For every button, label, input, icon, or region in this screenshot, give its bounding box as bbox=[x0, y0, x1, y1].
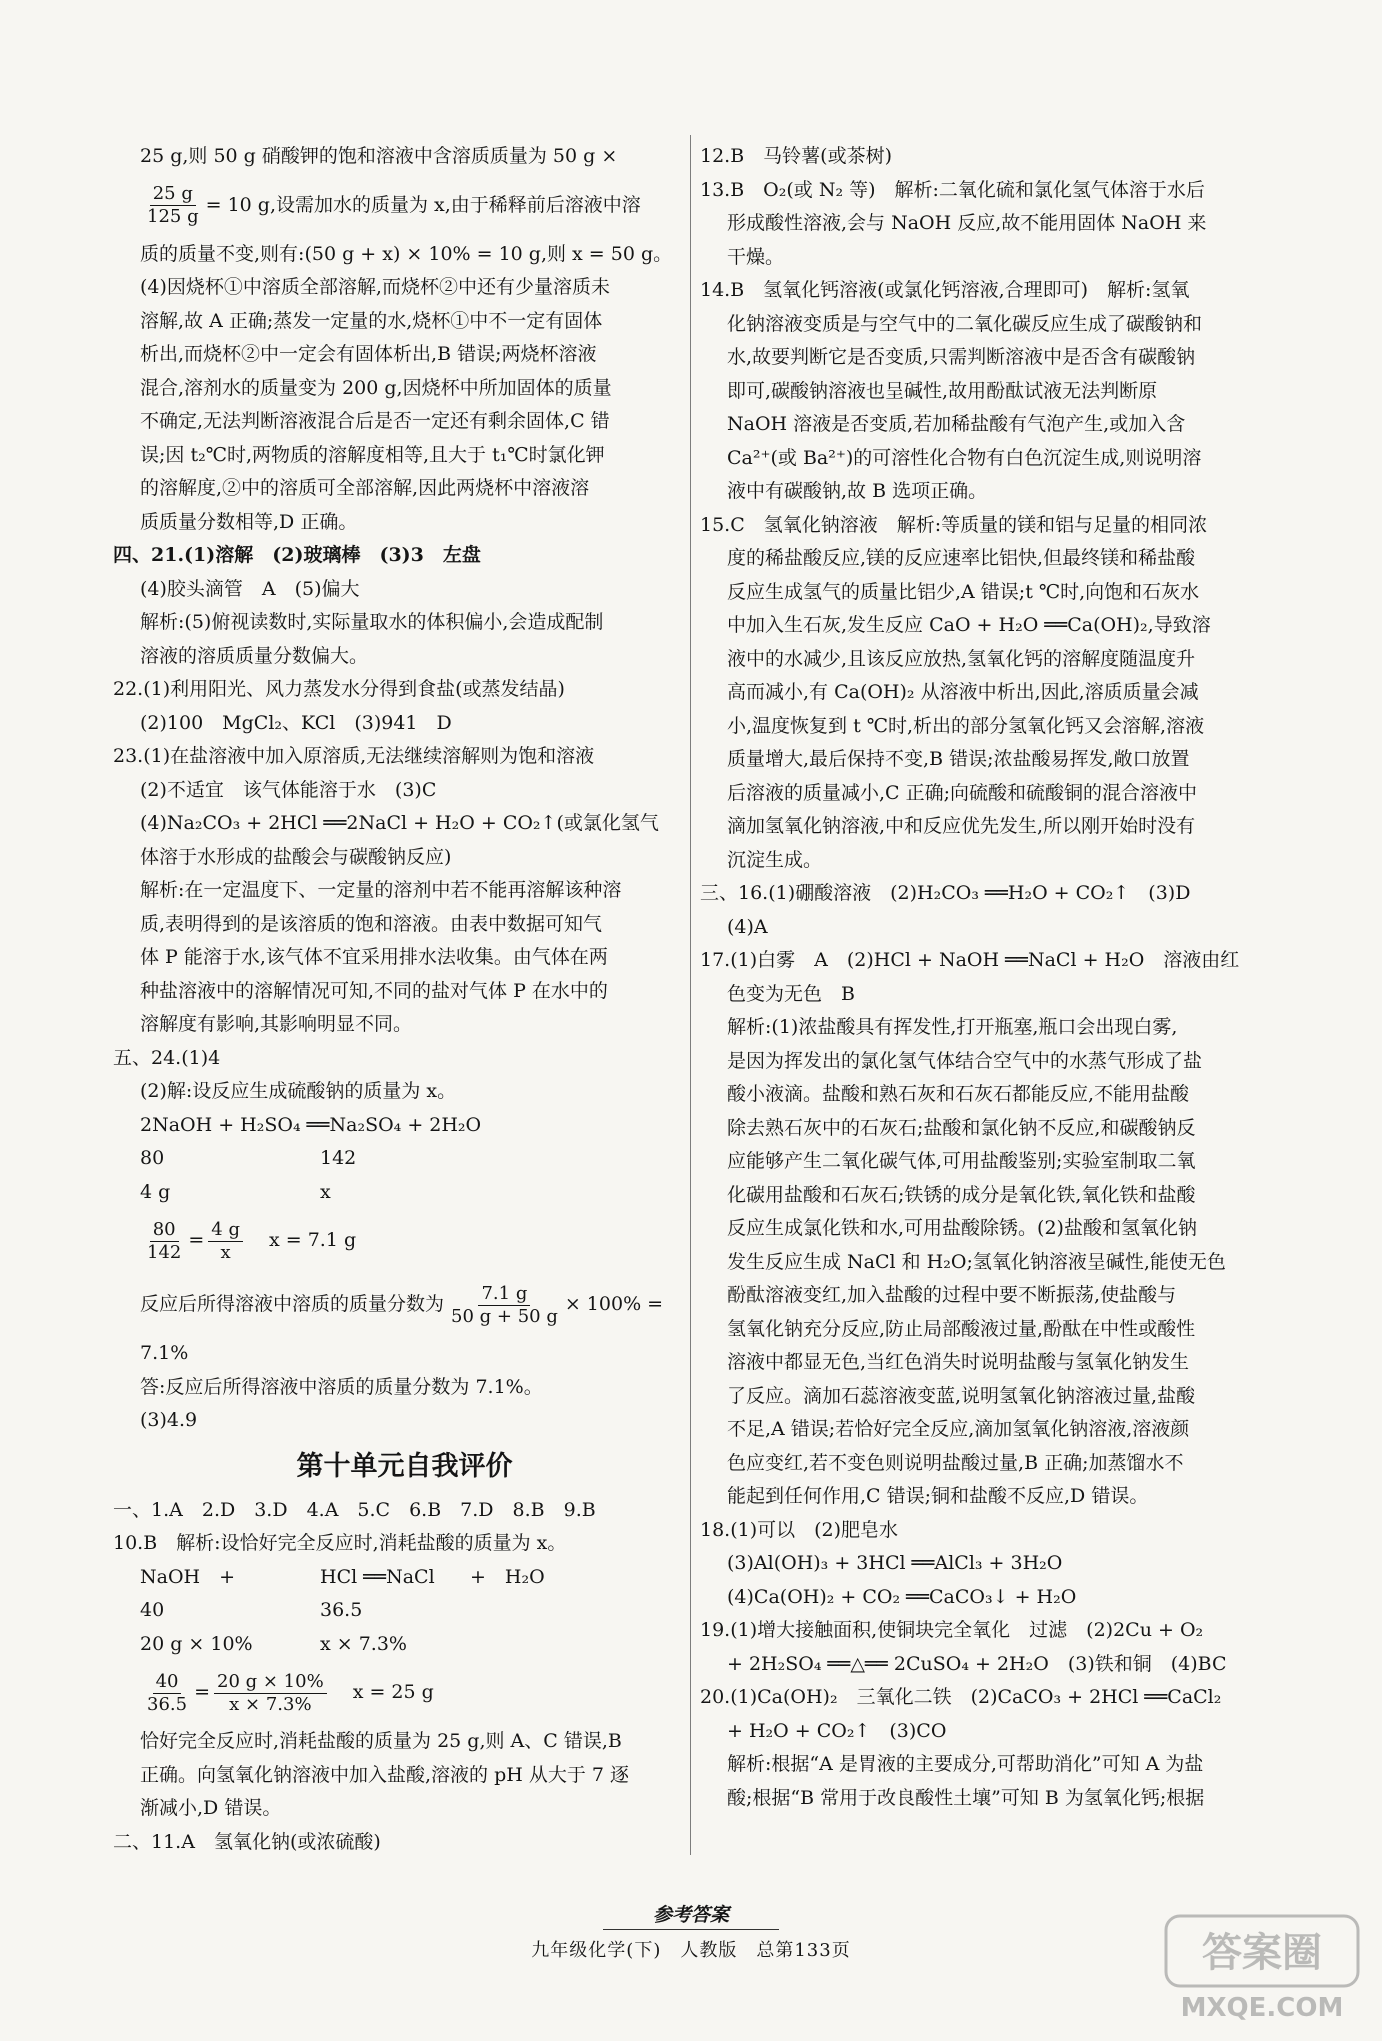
fraction-numerator: 20 g × 10% bbox=[214, 1671, 327, 1694]
analysis-line: 体 P 能溶于水,该气体不宜采用排水法收集。由气体在两 bbox=[140, 946, 608, 968]
fraction-numerator: 25 g bbox=[150, 183, 196, 206]
text-after-fraction: × 100% = bbox=[564, 1293, 664, 1316]
watermark-url: MXQE.COM bbox=[1180, 1993, 1344, 2023]
text-line: (3)4.9 bbox=[140, 1409, 198, 1431]
question-line: 15.C 氢氧化钠溶液 解析:等质量的镁和铝与足量的相同浓 bbox=[700, 513, 1208, 536]
text-line: 液中有碳酸钠,故 B 选项正确。 bbox=[727, 480, 988, 502]
fraction-line bbox=[113, 174, 696, 238]
question-line: 17.(1)白雾 A (2)HCl + NaOH ══NaCl + H₂O 溶液由红 bbox=[700, 949, 1240, 971]
equation-value: 36.5 bbox=[320, 1599, 363, 1621]
text-line: (2)不适宜 该气体能溶于水 (3)C bbox=[140, 778, 437, 801]
question-line: 18.(1)可以 (2)肥皂水 bbox=[700, 1518, 899, 1541]
text-line: 滴加氢氧化钠溶液,中和反应优先发生,所以刚开始时没有 bbox=[727, 815, 1196, 837]
fraction bbox=[144, 1671, 190, 1716]
text-line: 析出,而烧杯②中一定会有固体析出,B 错误;两烧杯溶液 bbox=[140, 343, 597, 365]
fraction bbox=[208, 1219, 243, 1264]
equation-value: + H₂O bbox=[470, 1565, 545, 1588]
text-line: 误;因 t₂℃时,两物质的溶解度相等,且大于 t₁℃时氯化钾 bbox=[140, 443, 605, 466]
analysis-line: 解析:(5)俯视读数时,实际量取水的体积偏小,会造成配制 bbox=[140, 611, 604, 633]
text-line: 反应生成氢气的质量比铝少,A 错误;t ℃时,向饱和石灰水 bbox=[727, 580, 1200, 603]
fraction-denominator: 50 g + 50 g bbox=[451, 1305, 558, 1327]
text-line: 中加入生石灰,发生反应 CaO + H₂O ══Ca(OH)₂,导致溶 bbox=[727, 614, 1211, 636]
text-line: 质量增大,最后保持不变,B 错误;浓盐酸易挥发,敞口放置 bbox=[727, 748, 1190, 770]
equation-line: 2NaOH + H₂SO₄ ══Na₂SO₄ + 2H₂O bbox=[140, 1113, 482, 1136]
text-line: 能起到任何作用,C 错误;铜和盐酸不反应,D 错误。 bbox=[727, 1485, 1149, 1507]
text-line: (3)Al(OH)₃ + 3HCl ══AlCl₃ + 3H₂O bbox=[727, 1552, 1063, 1574]
text-line: 酚酞溶液变红,加入盐酸的过程中要不断振荡,使盐酸与 bbox=[727, 1284, 1177, 1306]
equation-row bbox=[113, 1142, 696, 1176]
fraction bbox=[214, 1671, 327, 1716]
text-line: (4)因烧杯①中溶质全部溶解,而烧杯②中还有少量溶质未 bbox=[140, 276, 610, 298]
left-column bbox=[113, 140, 696, 1859]
text-line: 化碳用盐酸和石灰石;铁锈的成分是氧化铁,氧化铁和盐酸 bbox=[727, 1183, 1196, 1206]
equation-row bbox=[113, 1176, 696, 1210]
question-line: 19.(1)增大接触面积,使铜块完全氧化 过滤 (2)2Cu + O₂ bbox=[700, 1619, 1204, 1641]
text-line: 体溶于水形成的盐酸会与碳酸钠反应) bbox=[140, 845, 452, 868]
equation-value: 142 bbox=[320, 1147, 357, 1169]
fraction-denominator: 142 bbox=[147, 1241, 182, 1263]
text-line: 水,故要判断它是否变质,只需判断溶液中是否含有碳酸钠 bbox=[727, 346, 1196, 368]
text-line: 酸;根据“B 常用于改良酸性土壤”可知 B 为氢氧化钙;根据 bbox=[727, 1786, 1205, 1809]
question-11: 二、11.A 氢氧化钠(或浓硫酸) bbox=[113, 1830, 381, 1853]
watermark-text: 答案圈 bbox=[1202, 1930, 1322, 1976]
text-line: 后溶液的质量减小,C 正确;向硫酸和硫酸铜的混合溶液中 bbox=[727, 781, 1198, 804]
equation-row bbox=[113, 1561, 696, 1595]
fraction bbox=[144, 1219, 184, 1264]
right-column bbox=[700, 140, 1300, 1815]
text-line: 反应生成氯化铁和水,可用盐酸除锈。(2)盐酸和氢氧化钠 bbox=[727, 1217, 1197, 1239]
section-heading: 第十单元自我评价 bbox=[296, 1450, 513, 1482]
text-line: 度的稀盐酸反应,镁的反应速率比铝快,但最终镁和稀盐酸 bbox=[727, 547, 1196, 569]
text-line: (2)100 MgCl₂、KCl (3)941 D bbox=[140, 711, 452, 734]
question-line: 13.B O₂(或 N₂ 等) 解析:二氧化硫和氯化氢气体溶于水后 bbox=[700, 178, 1205, 201]
text-line: 除去熟石灰中的石灰石;盐酸和氯化钠不反应,和碳酸钠反 bbox=[727, 1116, 1196, 1139]
equation-value: HCl ══NaCl bbox=[320, 1565, 435, 1588]
text-line: 溶解,故 A 正确;蒸发一定量的水,烧杯①中不一定有固体 bbox=[140, 309, 603, 332]
text-line: 25 g,则 50 g 硝酸钾的饱和溶液中含溶质质量为 50 g × bbox=[140, 145, 618, 167]
analysis-line: 溶解度有影响,其影响明显不同。 bbox=[140, 1013, 413, 1035]
text-line: 沉淀生成。 bbox=[727, 848, 823, 871]
text-line: 恰好完全反应时,消耗盐酸的质量为 25 g,则 A、C 错误,B bbox=[140, 1730, 622, 1752]
analysis-line: 解析:在一定温度下、一定量的溶剂中若不能再溶解该种溶 bbox=[140, 879, 622, 901]
text-line: (4)A bbox=[727, 915, 768, 938]
question-line: 20.(1)Ca(OH)₂ 三氧化二铁 (2)CaCO₃ + 2HCl ══CaCl₂ bbox=[700, 1686, 1222, 1708]
question-10: 10.B 解析:设恰好完全反应时,消耗盐酸的质量为 x。 bbox=[113, 1532, 567, 1554]
text-line: (2)解:设反应生成硫酸钠的质量为 x。 bbox=[140, 1080, 457, 1102]
fraction bbox=[144, 183, 202, 228]
fraction-numerator: 80 bbox=[150, 1219, 179, 1242]
fraction-numerator: 40 bbox=[153, 1671, 182, 1694]
equation-value: x × 7.3% bbox=[320, 1632, 407, 1655]
proportion-line: $\frac{80}{142}$ = $\frac{4 g}{x}$ x = 7.1 g bbox=[113, 1209, 696, 1273]
fraction-denominator: x × 7.3% bbox=[229, 1693, 312, 1715]
equation-row bbox=[113, 1594, 696, 1628]
text-line: 色变为无色 B bbox=[727, 982, 855, 1005]
text-line: 应能够产生二氧化碳气体,可用盐酸鉴别;实验室制取二氧 bbox=[727, 1150, 1196, 1172]
footer-title: 参考答案 bbox=[603, 1900, 779, 1930]
fraction-denominator: 125 g bbox=[147, 206, 199, 227]
fraction-denominator: x bbox=[220, 1241, 231, 1263]
text-line: 的溶解度,②中的溶质可全部溶解,因此两烧杯中溶液溶 bbox=[140, 477, 590, 499]
text-line: 了反应。滴加石蕊溶液变蓝,说明氢氧化钠溶液过量,盐酸 bbox=[727, 1384, 1196, 1407]
question-21: 四、21.(1)溶解 (2)玻璃棒 (3)3 左盘 bbox=[113, 544, 481, 566]
text-line: 质的质量不变,则有:(50 g + x) × 10% = 10 g,则 x = 50 g。 bbox=[140, 242, 673, 265]
text-line: 解析:根据“A 是胃液的主要成分,可帮助消化”可知 A 为盐 bbox=[727, 1753, 1204, 1775]
text-line: 发生反应生成 NaCl 和 H₂O;氢氧化钠溶液呈碱性,能使无色 bbox=[727, 1250, 1226, 1273]
text-after-fraction: x = 7.1 g bbox=[268, 1229, 357, 1252]
text-line: 不确定,无法判断溶液混合后是否一定还有剩余固体,C 错 bbox=[140, 410, 610, 432]
analysis-line: 溶液的溶质质量分数偏大。 bbox=[140, 644, 369, 667]
question-22: 22.(1)利用阳光、风力蒸发水分得到食盐(或蒸发结晶) bbox=[113, 678, 565, 700]
mass-fraction-line bbox=[113, 1273, 696, 1337]
watermark-logo bbox=[1162, 1912, 1362, 2027]
question-23: 23.(1)在盐溶液中加入原溶质,无法继续溶解则为饱和溶液 bbox=[113, 745, 595, 767]
text-line: 质质量分数相等,D 正确。 bbox=[140, 510, 358, 533]
text-line: (4)胶头滴管 A (5)偏大 bbox=[140, 577, 360, 600]
fraction-numerator: 7.1 g bbox=[478, 1283, 530, 1306]
text-line: 氢氧化钠充分反应,防止局部酸液过量,酚酞在中性或酸性 bbox=[727, 1317, 1196, 1340]
text-line: 形成酸性溶液,会与 NaOH 反应,故不能用固体 NaOH 来 bbox=[727, 212, 1207, 234]
text-line: 液中的水减少,且该反应放热,氢氧化钙的溶解度随温度升 bbox=[727, 647, 1196, 670]
text-line: 不足,A 错误;若恰好完全反应,滴加氢氧化钠溶液,溶液颜 bbox=[727, 1418, 1190, 1440]
text-line: 7.1% bbox=[140, 1342, 189, 1364]
text-before-fraction: 反应后所得溶液中溶质的质量分数为 bbox=[140, 1293, 445, 1316]
text-line: + H₂O + CO₂↑ (3)CO bbox=[727, 1719, 947, 1742]
text-line: 高而减小,有 Ca(OH)₂ 从溶液中析出,因此,溶质质量会减 bbox=[727, 681, 1199, 703]
text-line: 化钠溶液变质是与空气中的二氧化碳反应生成了碳酸钠和 bbox=[727, 312, 1203, 335]
text-line: 即可,碳酸钠溶液也呈碱性,故用酚酞试液无法判断原 bbox=[727, 379, 1158, 402]
text-line: 渐减小,D 错误。 bbox=[140, 1797, 282, 1819]
equation-value: x bbox=[320, 1180, 331, 1203]
text-line: (4)Ca(OH)₂ + CO₂ ══CaCO₃↓ + H₂O bbox=[727, 1585, 1077, 1608]
text-line: 干燥。 bbox=[727, 245, 785, 268]
text-line: 解析:(1)浓盐酸具有挥发性,打开瓶塞,瓶口会出现白雾, bbox=[727, 1016, 1178, 1038]
question-line: 12.B 马铃薯(或茶树) bbox=[700, 145, 893, 167]
text-line: 正确。向氢氧化钠溶液中加入盐酸,溶液的 pH 从大于 7 逐 bbox=[140, 1763, 630, 1786]
question-24: 五、24.(1)4 bbox=[113, 1046, 221, 1069]
text-line: 是因为挥发出的氯化氢气体结合空气中的水蒸气形成了盐 bbox=[727, 1049, 1203, 1072]
text-line: 酸小液滴。盐酸和熟石灰和石灰石都能反应,不能用盐酸 bbox=[727, 1083, 1190, 1105]
text-line: NaOH 溶液是否变质,若加稀盐酸有气泡产生,或加入含 bbox=[727, 413, 1186, 435]
text-line: 小,温度恢复到 t ℃时,析出的部分氢氧化钙又会溶解,溶液 bbox=[727, 714, 1205, 737]
text-line: 溶液中都显无色,当红色消失时说明盐酸与氢氧化钠发生 bbox=[727, 1351, 1190, 1373]
question-line: 14.B 氢氧化钙溶液(或氯化钙溶液,合理即可) 解析:氢氧 bbox=[700, 279, 1190, 301]
equation-value: 4 g bbox=[140, 1180, 171, 1203]
text-line: 答:反应后所得溶液中溶质的质量分数为 7.1%。 bbox=[140, 1375, 543, 1398]
text-line: 色应变红,若不变色则说明盐酸过量,B 正确;加蒸馏水不 bbox=[727, 1451, 1184, 1474]
analysis-line: 质,表明得到的是该溶质的饱和溶液。由表中数据可知气 bbox=[140, 912, 603, 935]
fraction bbox=[448, 1283, 561, 1328]
equation-value: NaOH + bbox=[140, 1565, 236, 1588]
fraction-numerator: 4 g bbox=[208, 1219, 243, 1242]
equation-row bbox=[113, 1628, 696, 1662]
equation-value: 40 bbox=[140, 1599, 165, 1621]
fraction-denominator: 36.5 bbox=[147, 1693, 188, 1715]
analysis-line: 种盐溶液中的溶解情况可知,不同的盐对气体 P 在水中的 bbox=[140, 979, 608, 1002]
equation-value: 80 bbox=[140, 1147, 165, 1169]
text-after-fraction: x = 25 g bbox=[352, 1681, 434, 1704]
equation-value: 20 g × 10% bbox=[140, 1632, 253, 1655]
text-after-fraction: = 10 g,设需加水的质量为 x,由于稀释前后溶液中溶 bbox=[205, 193, 641, 216]
answers-1-9: 一、1.A 2.D 3.D 4.A 5.C 6.B 7.D 8.B 9.B bbox=[113, 1498, 596, 1521]
text-line: 混合,溶剂水的质量变为 200 g,因烧杯中所加固体的质量 bbox=[140, 376, 612, 399]
text-line: + 2H₂SO₄ ══△══ 2CuSO₄ + 2H₂O (3)铁和铜 (4)BC bbox=[727, 1652, 1227, 1675]
text-line: Ca²⁺(或 Ba²⁺)的可溶性化合物有白色沉淀生成,则说明溶 bbox=[727, 446, 1202, 469]
question-line: 三、16.(1)硼酸溶液 (2)H₂CO₃ ══H₂O + CO₂↑ (3)D bbox=[700, 882, 1191, 904]
proportion-line: $\frac{40}{36.5}$ = $\frac{20 g \times 10\%}{x \times 7.3\%}$ x = 25 g bbox=[113, 1661, 696, 1725]
footer-info: 九年级化学(下) 人教版 总第133页 bbox=[531, 1940, 851, 1961]
text-line: (4)Na₂CO₃ + 2HCl ══2NaCl + H₂O + CO₂↑(或氯化氢气 bbox=[140, 812, 659, 834]
